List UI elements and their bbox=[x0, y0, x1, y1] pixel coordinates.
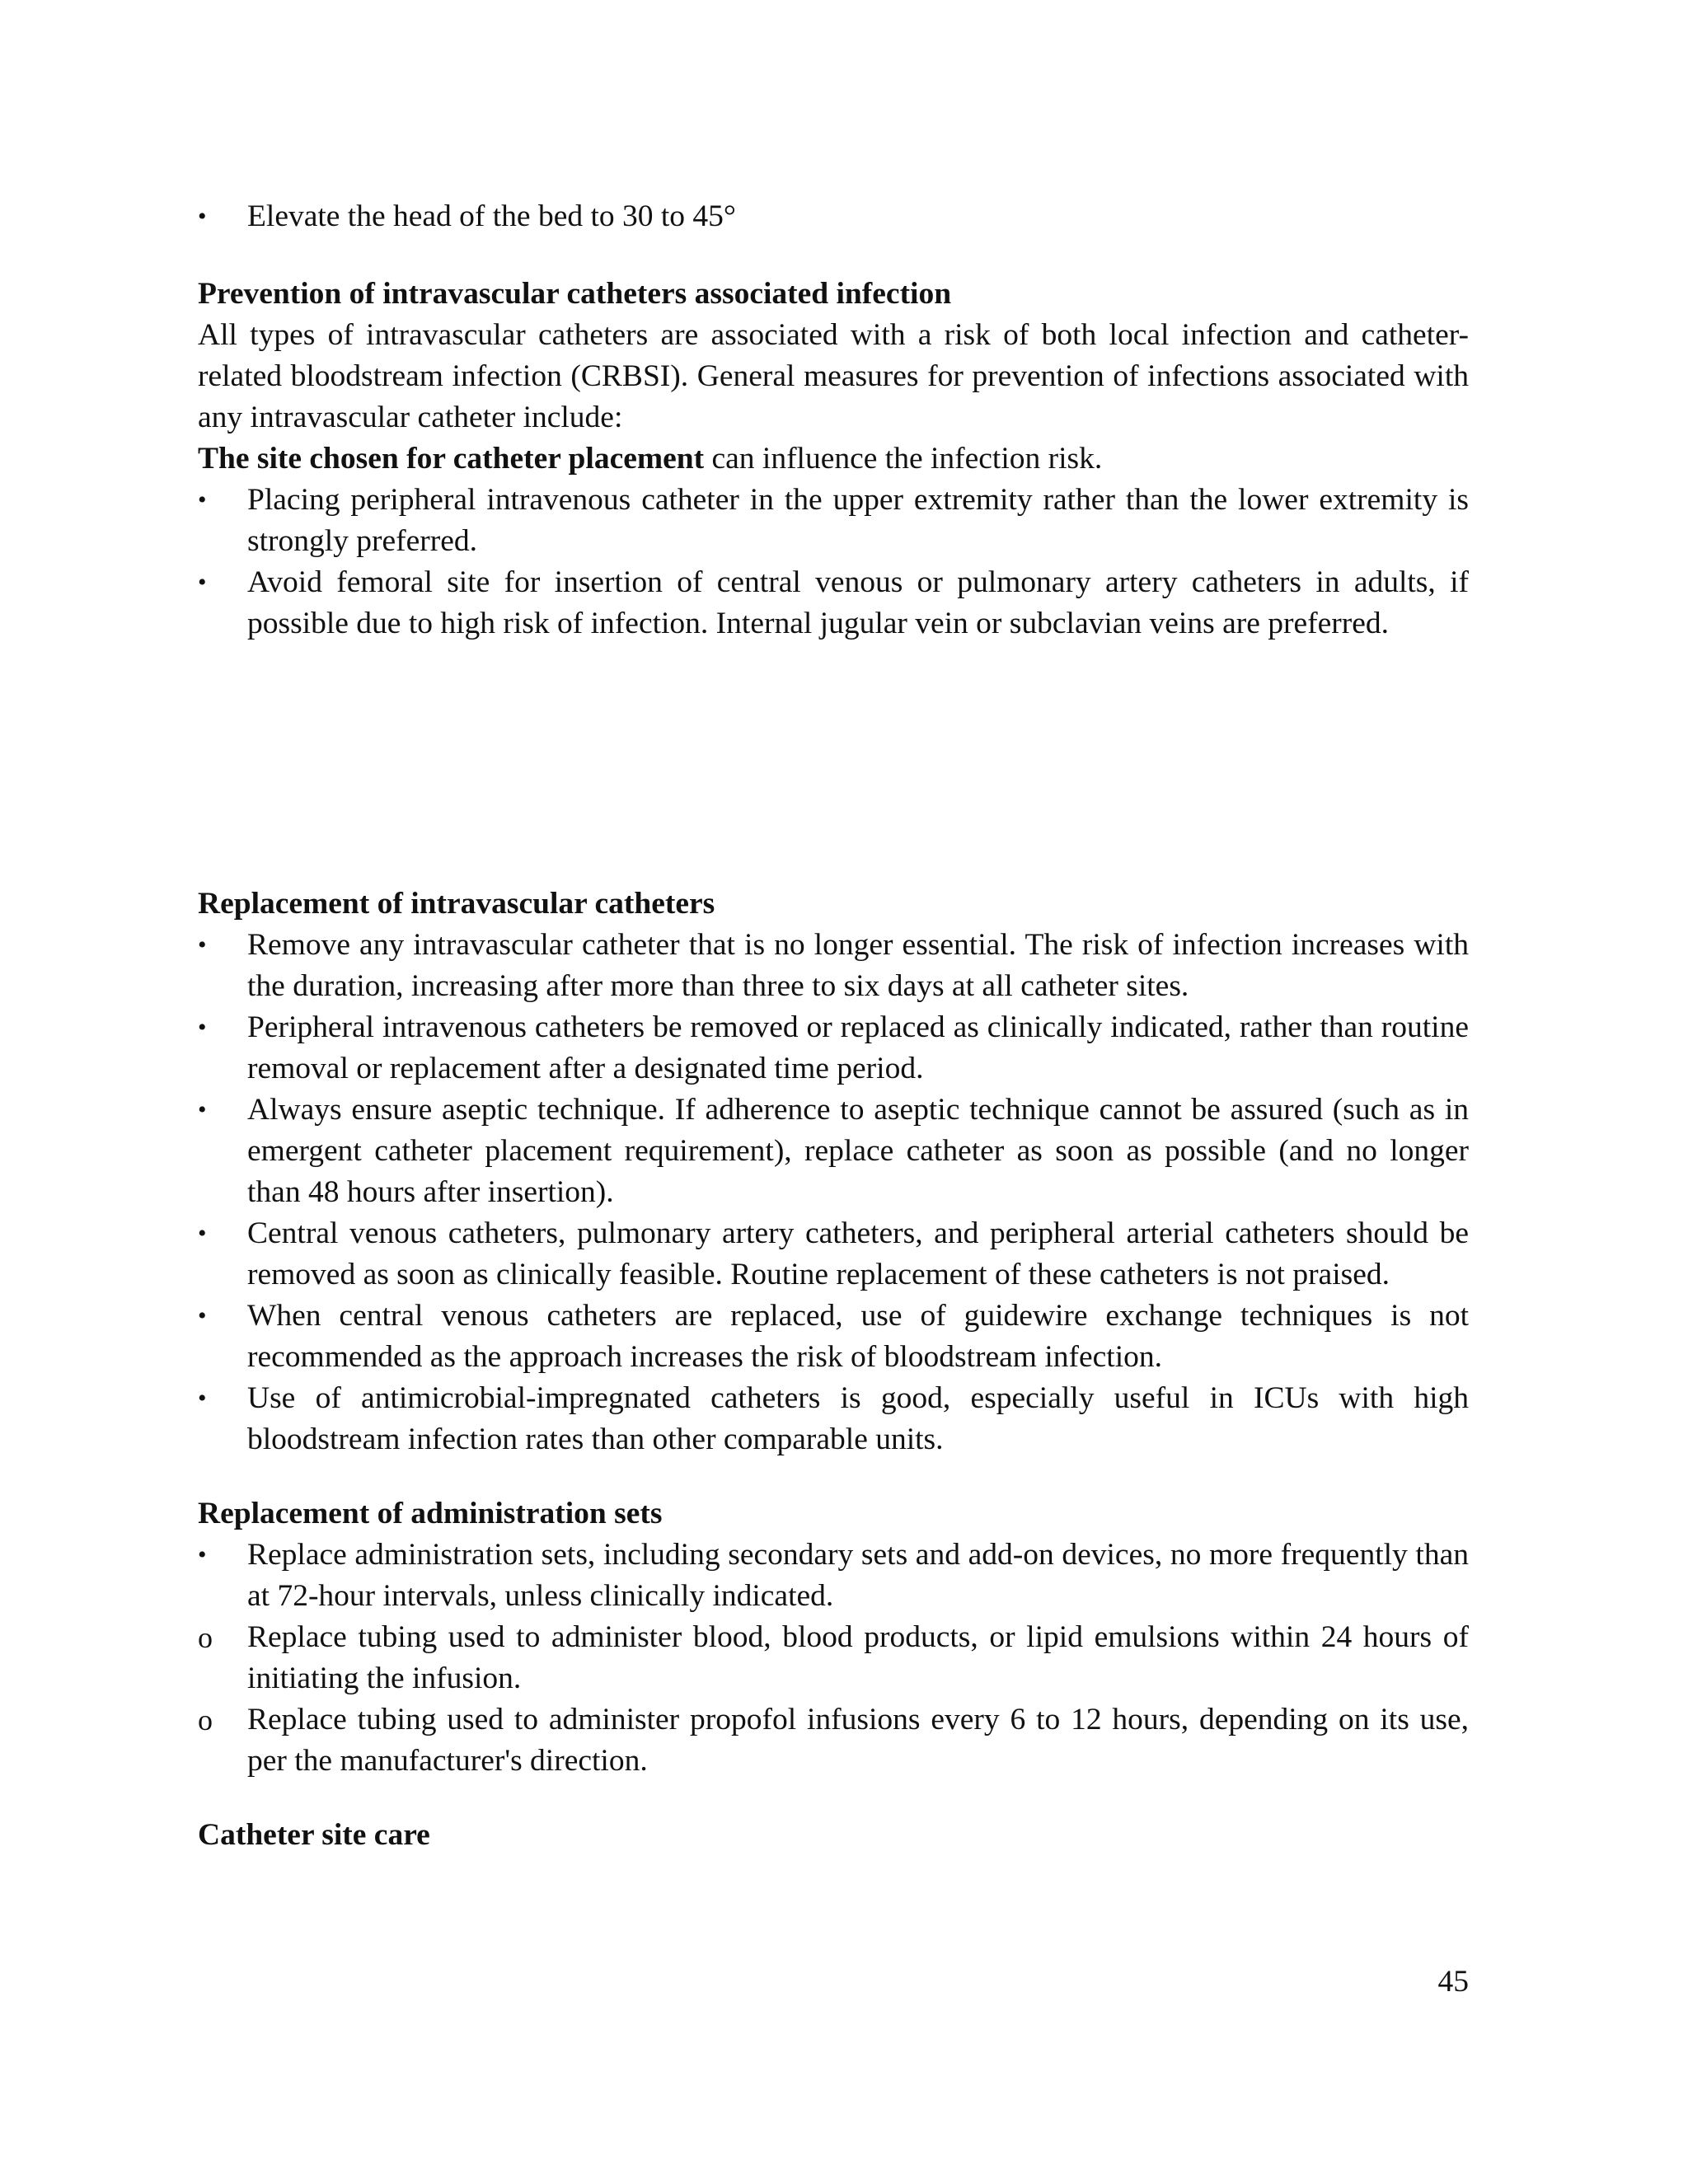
sub-list-item-text: Replace tubing used to administer propofol infusions every 6 to 12 hours, depending on its use, per the manufacturer's direction. bbox=[247, 1703, 1469, 1778]
prevention-bullet-list bbox=[198, 480, 1469, 644]
list-item bbox=[198, 1378, 1469, 1460]
section-heading-administration-sets: Replacement of administration sets bbox=[198, 1497, 663, 1530]
list-item-text: Placing peripheral intravenous catheter in the upper extremity rather than the lower extremity is strongly preferred. bbox=[247, 483, 1469, 558]
list-item-text: Elevate the head of the bed to 30 to 45° bbox=[247, 199, 736, 233]
list-item bbox=[198, 562, 1469, 644]
list-item-text: Replace administration sets, including secondary sets and add-on devices, no more frequently than at 72-hour intervals, unless clinically indicated. bbox=[247, 1538, 1469, 1613]
prevention-intro-paragraph: All types of intravascular catheters are associated with a risk of both local infection and catheter-related bloodstream infection (CRBSI). General measures for prevention of infections associated with any intravascular catheter include: bbox=[198, 318, 1469, 434]
list-item bbox=[198, 480, 1469, 562]
bullet-icon: • bbox=[198, 1220, 207, 1247]
list-item-text: When central venous catheters are replaced, use of guidewire exchange techniques is not recommended as the approach increases the risk of bloodstream infection. bbox=[247, 1299, 1469, 1374]
list-item-text: Use of antimicrobial-impregnated catheters is good, especially useful in ICUs with high bloodstream infection rates than other comparable units. bbox=[247, 1381, 1469, 1456]
list-item bbox=[198, 1007, 1469, 1090]
site-choice-text: can influence the infection risk. bbox=[704, 442, 1103, 476]
bullet-icon: • bbox=[198, 1541, 207, 1568]
list-item bbox=[198, 196, 1469, 237]
section-heading-prevention: Prevention of intravascular catheters associated infection bbox=[198, 277, 952, 311]
administration-sets-list bbox=[198, 1535, 1469, 1782]
sub-list-item bbox=[198, 1699, 1469, 1782]
bullet-icon: • bbox=[198, 569, 207, 596]
section-heading-replacement-catheters: Replacement of intravascular catheters bbox=[198, 887, 715, 921]
top-bullet-list bbox=[198, 196, 1469, 237]
bullet-icon: • bbox=[198, 1014, 207, 1041]
site-choice-paragraph bbox=[198, 438, 1469, 480]
list-item bbox=[198, 925, 1469, 1007]
list-item-text: Avoid femoral site for insertion of central venous or pulmonary artery catheters in adults, if possible due to high risk of infection. Internal jugular vein or subclavian veins are preferred. bbox=[247, 565, 1469, 640]
circle-bullet-icon: o bbox=[198, 1621, 213, 1654]
list-item bbox=[198, 1535, 1469, 1617]
list-item-text: Central venous catheters, pulmonary artery catheters, and peripheral arterial catheters should be removed as soon as clinically feasible. Routine replacement of these catheters is not praised. bbox=[247, 1216, 1469, 1291]
list-item bbox=[198, 1213, 1469, 1296]
list-item bbox=[198, 1090, 1469, 1213]
page-number: 45 bbox=[1437, 1965, 1469, 1999]
section-heading-site-care: Catheter site care bbox=[198, 1818, 430, 1852]
site-choice-bold-text: The site chosen for catheter placement bbox=[198, 442, 705, 476]
list-item bbox=[198, 1296, 1469, 1378]
sub-list-item-text: Replace tubing used to administer blood, blood products, or lipid emulsions within 24 hours of initiating the infusion. bbox=[247, 1620, 1469, 1695]
replacement-catheters-bullet-list bbox=[198, 925, 1469, 1460]
page-content bbox=[198, 196, 1469, 1856]
bullet-icon: • bbox=[198, 1096, 207, 1123]
bullet-icon: • bbox=[198, 486, 207, 513]
list-item-text: Remove any intravascular catheter that is no longer essential. The risk of infection increases with the duration, increasing after more than three to six days at all catheter sites. bbox=[247, 928, 1469, 1003]
circle-bullet-icon: o bbox=[198, 1704, 213, 1736]
list-item-text: Always ensure aseptic technique. If adherence to aseptic technique cannot be assured (such as in emergent catheter placement requirement), replace catheter as soon as possible (and no longer than 48 hours after insertion). bbox=[247, 1093, 1469, 1209]
bullet-icon: • bbox=[198, 931, 207, 958]
bullet-icon: • bbox=[198, 1385, 207, 1412]
bullet-icon: • bbox=[198, 203, 207, 230]
sub-list-item bbox=[198, 1617, 1469, 1699]
list-item-text: Peripheral intravenous catheters be removed or replaced as clinically indicated, rather than routine removal or replacement after a designated time period. bbox=[247, 1010, 1469, 1085]
bullet-icon: • bbox=[198, 1302, 207, 1329]
